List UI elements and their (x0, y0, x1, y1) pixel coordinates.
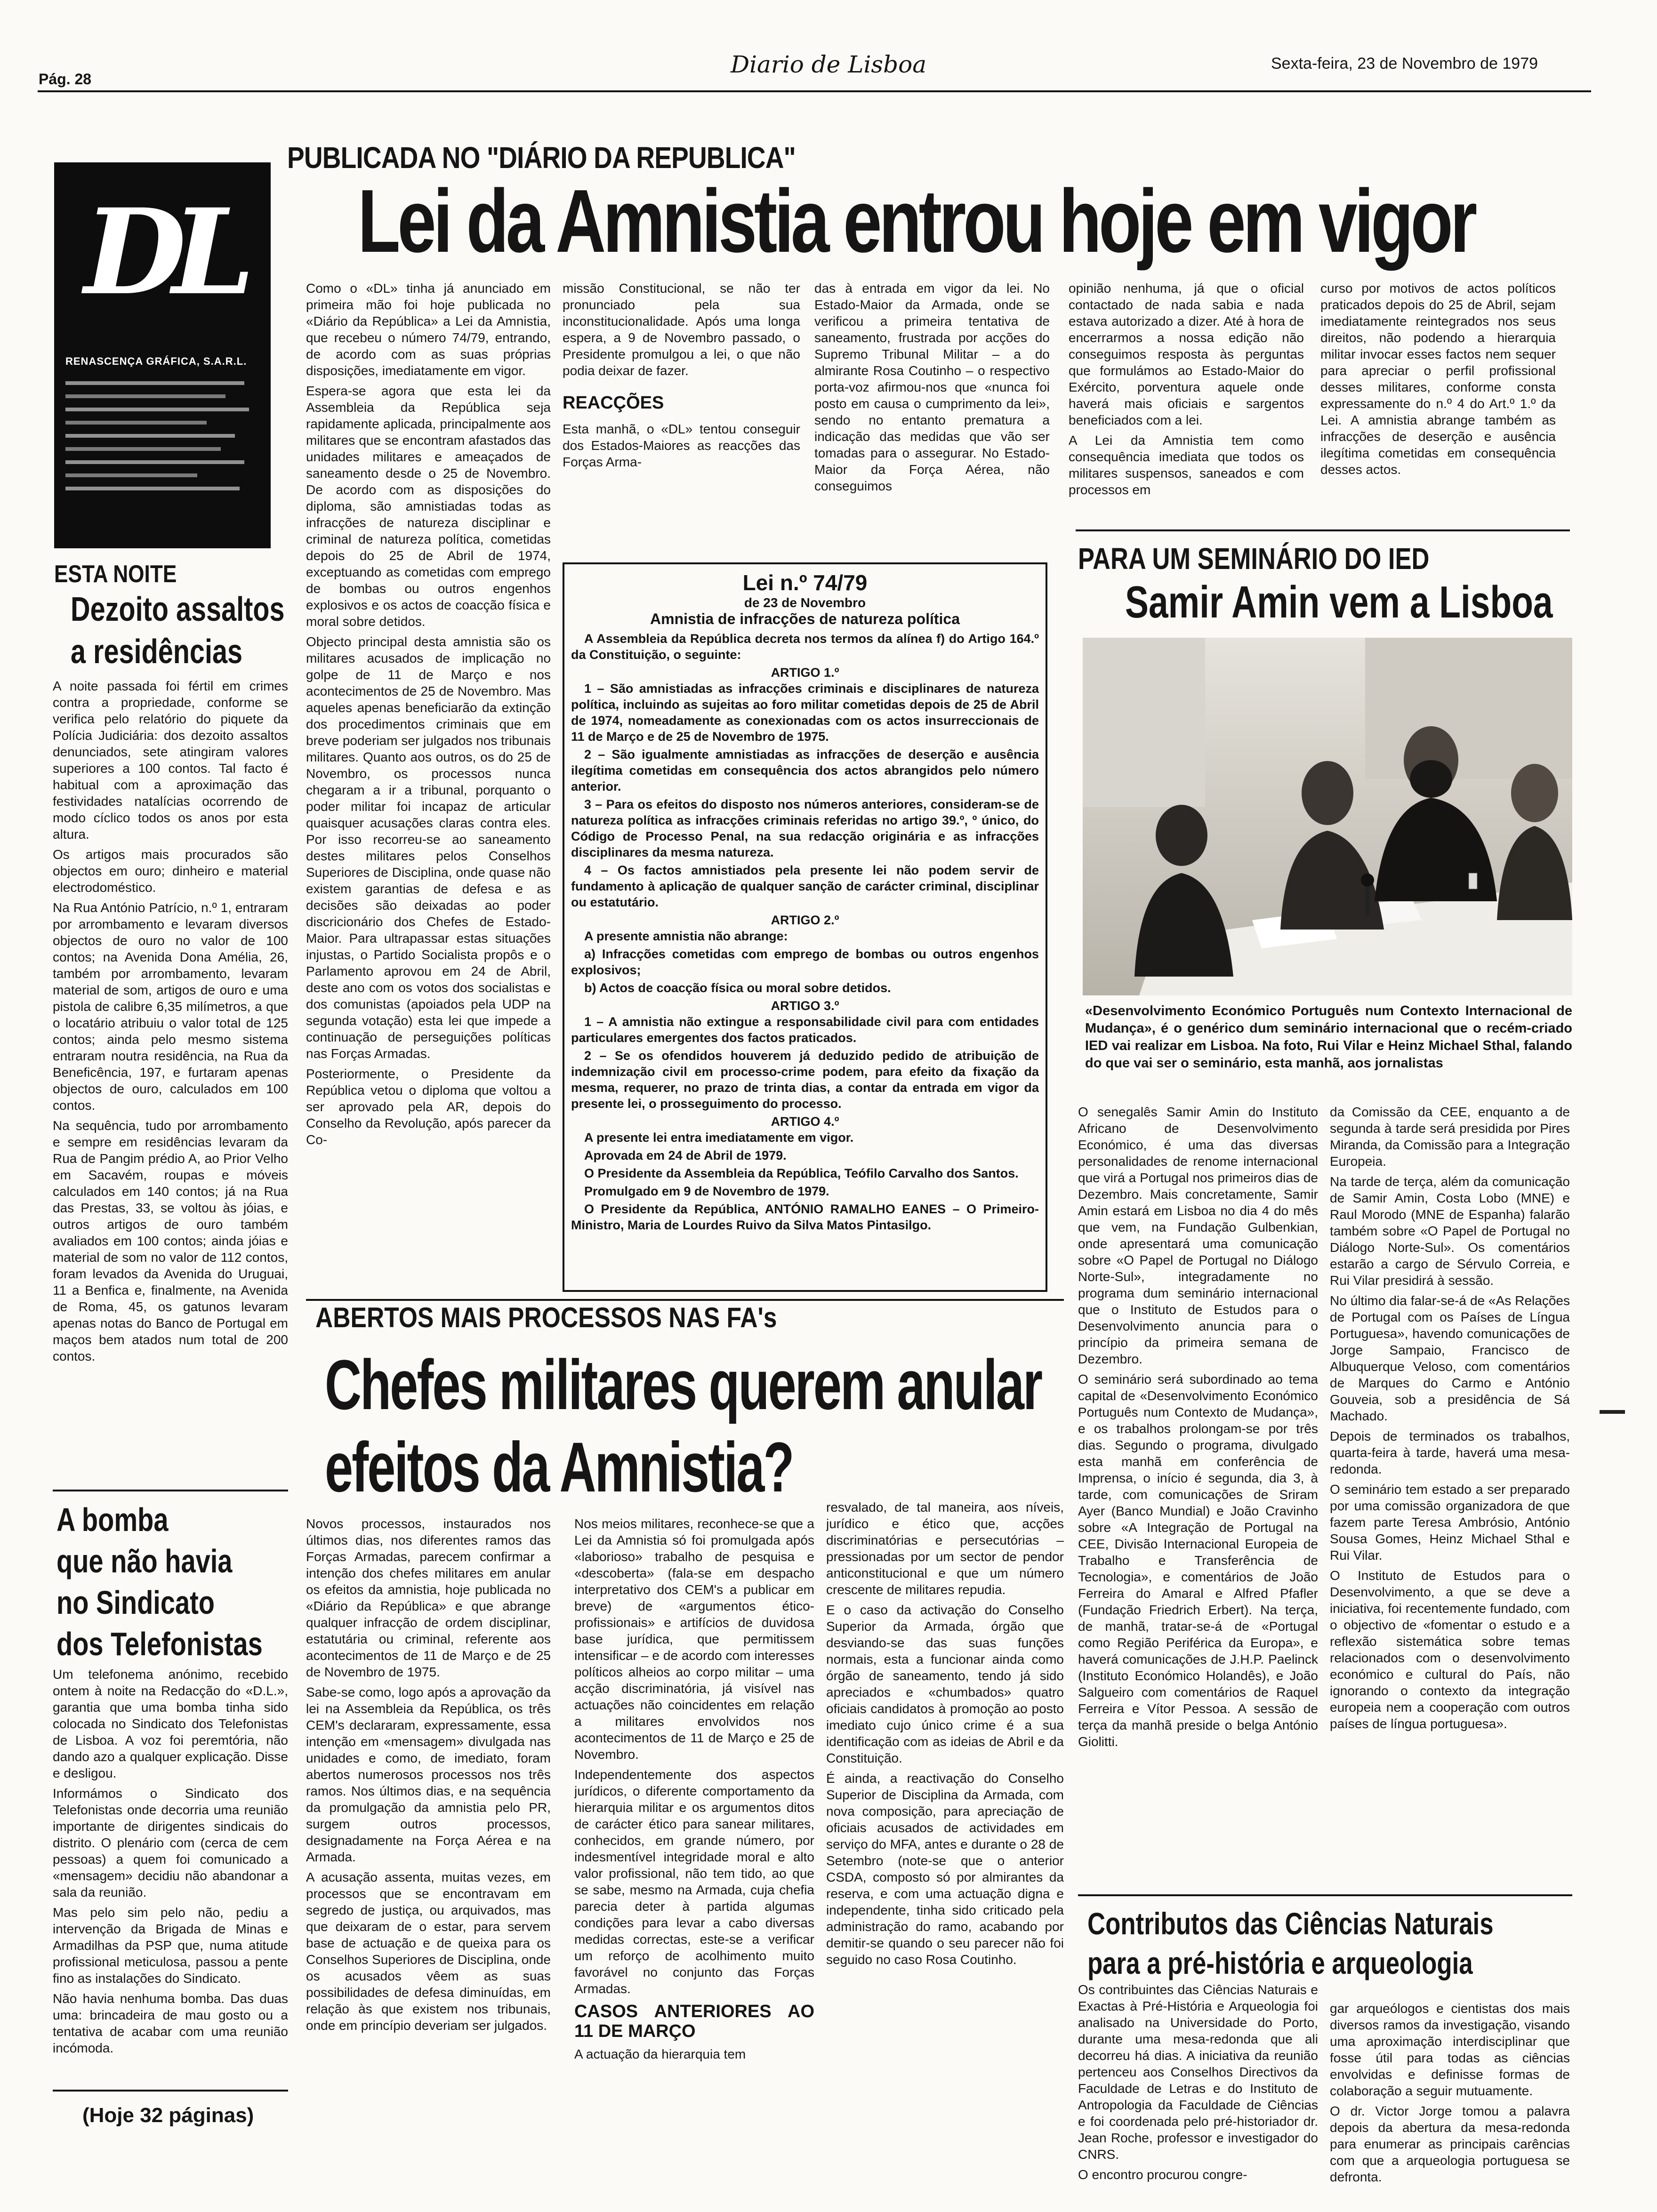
section-rule (306, 1299, 1064, 1301)
law-clause: A presente amnistia não abrange: (584, 929, 788, 943)
esta-noite-headline (71, 588, 285, 673)
paragraph: Objecto principal desta amnistia são os militares acusados de implicação no golpe de 11 de Março e nos acontecimentos de 25 de Novembro. Mas aqueles apenas beneficiarão da extinção dos procedimentos criminais que em breve poderiam ser julgados nos tribunais militares. Quanto aos outros, os do 25 de Novembro, os processos nunca chegaram a ir a tribunal, porquanto o poder militar foi incapaz de articular quaisquer acusações claras contra eles. Por isso recorreu-se ao saneamento destes militares pelos Conselhos Superiores de Disciplina, onde quase não existem garantias de defesa e as decisões são deixadas ao poder discricionário dos Chefes de Estado-Maior. Para ultrapassar estas situações injustas, o Partido Socialista propôs e o Parlamento aprovou em 24 de Abril, deste ano com os votos dos socialistas e dos comunistas (apoiados pela UDP na segunda votação) esta lei que impede a continuação de perseguições políticas nas Forças Armadas. (306, 634, 551, 1061)
chefes-kicker: ABERTOS MAIS PROCESSOS NAS FA's (315, 1302, 777, 1333)
headline-line: A bomba (56, 1501, 169, 1538)
law-text-box (563, 562, 1047, 1292)
law-clause: a) Infracções cometidas com emprego de bombas ou outros engenhos explosivos; (571, 947, 1039, 977)
headline-line: no Sindicato (56, 1584, 215, 1621)
samir-kicker: PARA UM SEMINÁRIO DO IED (1078, 542, 1430, 576)
paragraph: A noite passada foi fértil em crimes contra a propriedade, conforme se verifica pelo relatório do piquete da Polícia Judiciária: dos dezoito assaltos denunciados, sete atingiram valores superiores a 100 contos. Tal facto é habitual com a aproximação das festividades natalícias ocorrendo de modo cíclico todos os anos por esta altura. (53, 679, 288, 842)
photo-caption: «Desenvolvimento Económico Português num Contexto Internacional de Mudança», é o genérico dum seminário internacional que o recém-criado IED vai realizar em Lisboa. Na foto, Rui Vilar e Heinz Michael Sthal, falando do que vai ser o seminário, esta manhã, aos jornalistas (1085, 1003, 1572, 1071)
paragraph: O seminário tem estado a ser preparado por uma comissão organizadora de que fazem parte Teresa Ambrósio, António Sousa Gomes, Heinz Michael Sthal e Rui Vilar. (1330, 1482, 1570, 1563)
paragraph: missão Constitucional, se não ter pronunciado pela sua inconstitucionalidade. Após uma longa espera, a 9 de Novembro passado, o Presidente promulgou a lei, o que não podia deixar de fazer. (563, 281, 800, 378)
paragraph: A actuação da hierarquia tem (574, 2047, 746, 2061)
paragraph: opinião nenhuma, já que o oficial contactado de nada sabia e nada estava autorizado a dizer. Até à hora de encerrarmos a nossa edição não conseguimos resposta às perguntas que formulámos ao Estado-Maior do Exército, porventura aquele onde haverá mais oficiais e sargentos beneficiados com a lei. (1069, 281, 1304, 427)
chefes-col-3 (826, 1499, 1064, 2198)
paragraph: O Instituto de Estudos para o Desenvolvimento, a que se deve a iniciativa, foi recentemente fundado, com o objectivo de «fomentar o estudo e a reflexão sistemática sobre temas relacionados com o desenvolvimento económico e cultural do País, não ignorando o contexto da integração europeia nem a cooperação com outros países de língua portuguesa». (1330, 1568, 1570, 1731)
law-date: de 23 de Novembro (744, 595, 866, 610)
paragraph: É ainda, a reactivação do Conselho Superior de Disciplina da Armada, com nova composição, para apreciação de oficiais acusados de actividades em serviço do MFA, antes e durante o 28 de Setembro (note-se que o anterior CSDA, composto só por almirantes da reserva, e com uma actuação digna e independente, tinha sido criticado pela administração do ramo, acabando por demitir-se quando o seu parecer não foi seguido no caso Rosa Coutinho. (826, 1771, 1064, 1967)
article-heading: ARTIGO 4.º (771, 1114, 839, 1129)
law-clause: 3 – Para os efeitos do disposto nos números anteriores, consideram-se de natureza política as infracções criminais referidas no artigo 39.º, º único, do Código de Processo Penal, na sua redacção originária e as infracções disciplinares da mesma natureza. (571, 797, 1039, 859)
headline-line: que não havia (56, 1543, 233, 1579)
paragraph: Na Rua António Patrício, n.º 1, entraram por arrombamento e levaram diversos objectos de ouro no valor de 100 contos; na Avenida Dona Amélia, 26, também por arrombamento, levaram material de som, artigos de ouro e uma pistola de calibre 6,35 milímetros, a que o locatário atribuiu o valor total de 125 contos; ainda pelo mesmo sistema entraram noutra residência, na Rua da Beneficência, 197, e furtaram apenas objectos de ouro, calculados em 100 contos. (53, 900, 288, 1113)
footer-rule (53, 2090, 288, 2092)
law-title: Lei n.º 74/79 (742, 570, 868, 595)
law-clause: 1 – São amnistiadas as infracções criminais e disciplinares de natureza política, incluindo as sujeitas ao foro militar cometidas depois de 25 de Abril de 1974, nomeadamente as conexionadas com os actos insurreccionais de 11 de Março e de 25 de Novembro de 1975. (571, 681, 1039, 744)
law-intro: A Assembleia da República decreta nos termos da alínea f) do Artigo 164.º da Constituição, o seguinte: (571, 632, 1039, 662)
paragraph: Os artigos mais procurados são objectos em ouro; dinheiro e material electrodoméstico. (53, 847, 288, 895)
main-headline: Lei da Amnistia entrou hoje em vigor (358, 171, 1475, 271)
paragraph: Depois de terminados os trabalhos, quarta-feira à tarde, haverá uma mesa-redonda. (1330, 1429, 1570, 1476)
paragraph: O dr. Victor Jorge tomou a palavra depois da abertura da mesa-redonda para enumerar as principais carências com que a arqueologia portuguesa se defronta. (1330, 2104, 1570, 2184)
article-heading: ARTIGO 1.º (771, 665, 839, 680)
main-col-1 (306, 280, 551, 1257)
paragraph: Mas pelo sim pelo não, pediu a intervenção da Brigada de Minas e Armadilhas da PSP que, numa atitude profissional meticulosa, passou a pente fino as instalações do Sindicato. (53, 1905, 288, 1986)
paragraph: No último dia falar-se-á de «As Relações de Portugal com os Países de Língua Portuguesa», havendo comunicações de Jorge Sampaio, Francisco de Albuquerque Veloso, com comentários de Marques do Carmo e António Gouveia, sob a presidência de Sá Machado. (1330, 1293, 1570, 1423)
law-clause: O Presidente da Assembleia da República, Teófilo Carvalho dos Santos. (584, 1166, 1019, 1180)
law-clause: b) Actos de coacção física ou moral sobre detidos. (584, 981, 891, 995)
press-conference-photo (1083, 638, 1572, 995)
main-col-5 (1320, 280, 1556, 544)
paragraph: Sabe-se como, logo após a aprovação da lei na Assembleia da República, os três CEM's declararam, expressamente, essa intenção em «mensagem» divulgada nas unidades e como, de imediato, foram abertos numerosos processos nos três ramos. Nos últimos dias, e na sequência da promulgação da amnistia pelo PR, surgem outros processos, designadamente na Força Aérea e na Armada. (306, 1685, 551, 1864)
headline-line: Contributos das Ciências Naturais (1087, 1906, 1494, 1941)
section-rule (1078, 1894, 1572, 1896)
contributos-col-1 (1078, 1981, 1318, 2196)
chefes-col-2 (574, 1515, 814, 2198)
paragraph: da Comissão da CEE, enquanto a de segunda à tarde será presidida por Pires Miranda, da Comissão para a Integração Europeia. (1330, 1105, 1570, 1169)
law-body (571, 631, 1039, 1233)
paragraph: O encontro procurou congre- (1078, 2167, 1247, 2182)
contributos-col-2 (1330, 2000, 1570, 2196)
main-col-4 (1069, 280, 1304, 544)
paragraph: O seminário será subordinado ao tema capital de «Desenvolvimento Económico Português num Contexto de Mudança», e os trabalhos prolongam-se por três dias. Segundo o programa, divulgado esta manhã em conferência de Imprensa, o início é segunda, dia 3, à tarde, com comunicações de Sriram Ayer (Banco Mundial) e João Cravinho sobre «A Integração de Portugal na CEE, Divisão Internacional Europeia de Trabalho e Transferência de Tecnologia», e comentários de João Ferreira do Amaral e Alfred Pfafler (Fundação Friedrich Erbert). Na terça, de manhã, tratar-se-á de «Portugal como Região Periférica da Europa», e haverá comunicações de J.H.P. Paelinck (Instituto Económico Holandês), e João Salgueiro com comentários de Raquel Ferreira e Vítor Pessoa. A sessão de terça da manhã preside o belga António Giolitti. (1078, 1372, 1318, 1749)
masthead-title: Diario de Lisboa (730, 51, 927, 78)
law-clause: A presente lei entra imediatamente em vigor. (584, 1130, 854, 1145)
headline-line: dos Telefonistas (56, 1626, 263, 1662)
paragraph: Independentemente dos aspectos jurídicos, o diferente comportamento da hierarquia militar e os argumentos ditos de carácter ético para sanear militares, conhecidos, em grande número, por indesmentível integridade moral e alto valor profissional, não tem tido, ao que se sabe, mesmo na Armada, cuja chefia parecia deter à partida algumas condições para levar a cabo diversas medidas correctas, este-se a verificar um reforço de acolhimento muito favorável no conjunto das Forças Armadas. (574, 1767, 814, 1996)
contributos-headline (1087, 1904, 1494, 1983)
paragraph: A acusação assenta, muitas vezes, em processos que se encontravam em segredo de justiça, ou arquivados, mas que deixaram de o estar, para servem base de actuação e de queixa para os Conselhos Superiores de Disciplina, onde os acusados vêem as suas possibilidades de defesa diminuídas, em relação às que existem nos tribunais, onde em princípio deveriam ser julgados. (306, 1870, 551, 2033)
paragraph: Na tarde de terça, além da comunicação de Samir Amin, Costa Lobo (MNE) e Raul Morodo (MNE de Espanha) falarão também sobre «O Papel de Portugal no Diálogo Norte-Sul». Os comentários estarão a cargo de Sérvulo Correia, e Rui Vilar presidirá à sessão. (1330, 1174, 1570, 1288)
bomba-headline (56, 1499, 263, 1665)
paragraph: O senegalês Samir Amin do Instituto Africano de Desenvolvimento Económico, é uma das diversas personalidades de renome internacional que virá a Portugal nos primeiros dias de Dezembro. Mais concretamente, Samir Amin estará em Lisboa no dia 4 do mês que vem, na Fundação Gulbenkian, onde apresentará uma comunicação sobre «O Papel de Portugal no Diálogo Norte-Sul», integradamente no programa dum seminário internacional que o Instituto de Estudos para o Desenvolvimento anuncia para o princípio da primeira semana de Dezembro. (1078, 1105, 1318, 1366)
photo-illustration (1083, 638, 1572, 995)
headline-line: a residências (71, 633, 243, 671)
left-column-rule (53, 1490, 288, 1491)
bomba-body (53, 1666, 288, 2080)
law-subtitle: Amnistia de infracções de natureza política (650, 610, 960, 627)
masthead-rule (38, 90, 1591, 92)
company-details (65, 377, 258, 500)
law-signatures: O Presidente da República, ANTÓNIO RAMALHO EANES – O Primeiro-Ministro, Maria de Lourdes Ruivo da Silva Matos Pintasilgo. (571, 1202, 1039, 1232)
paragraph: Como o «DL» tinha já anunciado em primeira mão foi hoje publicada no «Diário da República» a Lei da Amnistia, que recebeu o número 74/79, entrando, de acordo com as suas próprias disposições, imediatamente em vigor. (306, 281, 551, 378)
main-col-3 (814, 280, 1050, 544)
main-col-2 (563, 280, 800, 544)
page-number: Pág. 28 (39, 71, 92, 88)
paragraph: gar arqueólogos e cientistas dos mais diversos ramos da investigação, visando uma aproximação interdisciplinar que fosse útil para todas as ciências envolvidas e definisse formas de colaboração a seguir mutuamente. (1330, 2001, 1570, 2098)
paragraph: Esta manhã, o «DL» tentou conseguir dos Estados-Maiores as reacções das Forças Arma- (563, 422, 800, 469)
headline-line: efeitos da Amnistia? (325, 1427, 793, 1507)
headline-line: Chefes militares querem anular (325, 1345, 1042, 1424)
esta-noite-kicker: ESTA NOITE (54, 561, 177, 588)
paragraph: resvalado, de tal maneira, aos níveis, jurídico e ético que, acções discriminatórias e persecutórias – pressionadas por um sector de pendor anticonstitucional e que um número crescente de militares repudia. (826, 1500, 1064, 1597)
paragraph: Não havia nenhuma bomba. Das duas uma: brincadeira de mau gosto ou a tentativa de acabar com uma reunião incómoda. (53, 1991, 288, 2055)
paragraph: E o caso da activação do Conselho Superior da Armada, órgão que desviando-se das suas funções normais, esta a funcionar ainda como órgão de saneamento, tendo já sido apreciados e «chumbados» quatro oficiais candidatos à promoção ao posto imediato cujo único crime é a sua identificação com as ideias de Abril e da Constituição. (826, 1603, 1064, 1765)
article-heading: ARTIGO 3.º (771, 999, 839, 1013)
law-clause: 2 – São igualmente amnistiadas as infracções de deserção e ausência ilegítima cometidas em consequência dos actos abrangidos pelo número anterior. (571, 747, 1039, 793)
samir-col-1 (1078, 1104, 1318, 1887)
chefes-headline (325, 1344, 1041, 1508)
dl-logo-letters: DL (84, 183, 241, 321)
section-rule (1076, 529, 1570, 531)
paragraph: Novos processos, instaurados nos últimos dias, nos diferentes ramos das Forças Armadas, parecem confirmar a intenção dos chefes militares em anular os efeitos da amnistia, hoje publicada no «Diário da República» e que abrange qualquer infracção de ordem disciplinar, estatutária ou criminal, referente aos acontecimentos de 11 de Março e de 25 de Novembro de 1975. (306, 1516, 551, 1679)
law-clause: 4 – Os factos amnistiados pela presente lei não podem servir de fundamento à aplicação de qualquer sanção de carácter criminal, disciplinar ou estatutário. (571, 863, 1039, 909)
paragraph: A Lei da Amnistia tem como consequência imediata que todos os militares suspensos, saneados e com processos em (1069, 433, 1304, 497)
article-heading: ARTIGO 2.º (771, 913, 839, 927)
main-kicker: PUBLICADA NO "DIÁRIO DA REPUBLICA" (287, 141, 796, 175)
paragraph: Um telefonema anónimo, recebido ontem à noite na Redacção do «D.L.», garantia que uma bomba tinha sido colocada no Sindicato dos Telefonistas de Lisboa. A voz foi peremtória, não dando azo a qualquer explicação. Disse e desligou. (53, 1667, 288, 1780)
headline-line: para a pré-história e arqueologia (1087, 1946, 1473, 1980)
paragraph: Os contribuintes das Ciências Naturais e Exactas à Pré-História e Arqueologia foi analisado na Universidade do Porto, durante uma mesa-redonda que ali decorreu há dias. A iniciativa da reunião pertenceu aos Conselhos Directivos da Faculdade de Letras e do Instituto de Antropologia da Faculdade de Ciências e foi coordenada pelo pré-historiador dr. Jean Roche, professor e investigador do CNRS. (1078, 1982, 1318, 2162)
section-heading: CASOS ANTERIORES AO 11 DE MARÇO (574, 2002, 814, 2041)
law-clause: Aprovada em 24 de Abril de 1979. (584, 1148, 787, 1162)
dl-logo-box (54, 162, 271, 548)
paragraph: das à entrada em vigor da lei. No Estado-Maior da Armada, onde se verificou a primeira tentativa de saneamento, frustrada por acções do Supremo Tribunal Militar – a do almirante Rosa Coutinho – o respectivo porta-voz afirmou-nos que «nunca foi posto em causa o cumprimento da lei», sendo no entanto prematura a indicação das medidas que vão ser tomadas para o assegurar. No Estado-Maior da Força Aérea, não conseguimos (814, 281, 1050, 493)
headline-line: Dezoito assaltos (71, 591, 285, 628)
section-heading: REACÇÕES (563, 393, 664, 413)
paragraph: curso por motivos de actos políticos praticados depois do 25 de Abril, sejam imediatamente reintegrados nos seus direitos, não podendo a hierarquia militar invocar esses factos nem sequer para apreciar o perfil profissional desses militares, conforme consta expressamente do n.º 4 do Art.º 1.º da Lei. A amnistia abrange também as infracções de deserção e ausência ilegítima cometidas em consequência desses actos. (1320, 281, 1556, 477)
company-name: RENASCENÇA GRÁFICA, S.A.R.L. (65, 355, 247, 367)
esta-noite-body (53, 678, 288, 1485)
samir-col-2 (1330, 1104, 1570, 1887)
law-clause: 2 – Se os ofendidos houverem já deduzido pedido de atribuição de indemnização civil em processo-crime podem, para efeito da fixação da mesma, requerer, no prazo de trinta dias, a contar da entrada em vigor da presente lei, o prosseguimento do processo. (571, 1049, 1039, 1111)
masthead-date: Sexta-feira, 23 de Novembro de 1979 (1271, 55, 1538, 72)
paragraph: Posteriormente, o Presidente da República vetou o diploma que voltou a ser aprovado pela AR, depois do Conselho da Revolução, após parecer da Co- (306, 1066, 551, 1147)
margin-mark (1600, 1410, 1625, 1414)
paragraph: Nos meios militares, reconhece-se que a Lei da Amnistia só foi promulgada após «laborioso» trabalho de pesquisa e «descoberta» (fala-se em despacho interpretativo dos CEM's a publicar em breve) de «argumentos ético-profissionais» e artifícios de duvidosa base jurídica, que permitissem intensificar – e de acordo com interesses políticos alheios ao corpo militar – uma acção discriminatória, já visível nas actuações não coincidentes em relação a militares envolvidos nos acontecimentos de 11 de Março e 25 de Novembro. (574, 1516, 814, 1762)
paragraph: Na sequência, tudo por arrombamento e sempre em residências levaram da Rua de Pangim prédio A, ao Prior Velho em Sacavém, roupas e móveis calculados em 140 contos; já na Rua das Prestas, 33, se voltou às jóias, e outros artigos de ouro também avaliados em 100 contos; ainda jóias e material de som no valor de 112 contos, foram levados da Avenida do Uruguai, 11 a Benfica e, finalmente, na Avenida de Roma, 45, os gatunos levaram apenas notas do Banco de Portugal em maços bem atados num total de 200 contos. (53, 1118, 288, 1363)
paragraph: Informámos o Sindicato dos Telefonistas onde decorria uma reunião importante de dirigentes sindicais do distrito. O plenário com (cerca de cem pessoas) a quem foi comunicado a «mensagem» decidiu não abandonar a sala da reunião. (53, 1786, 288, 1899)
page-count-note: (Hoje 32 páginas) (82, 2104, 254, 2127)
paragraph: Espera-se agora que esta lei da Assembleia da República seja rapidamente aplicada, principalmente aos militares que se encontram afastados das unidades militares e ameaçados de saneamento desde o 25 de Novembro. De acordo com as disposições do diploma, são amnistiadas todas as infracções de natureza disciplinar e criminal de natureza política, cometidas depois do 25 de Abril de 1974, exceptuando as cometidas com emprego de bombas ou outros engenhos explosivos e os actos de coacção física e moral sobre detidos. (306, 384, 551, 629)
law-clause: 1 – A amnistia não extingue a responsabilidade civil para com entidades particulares emergentes dos factos praticados. (571, 1015, 1039, 1045)
chefes-col-1 (306, 1515, 551, 2198)
samir-headline: Samir Amin vem a Lisboa (1125, 577, 1553, 627)
law-clause: Promulgado em 9 de Novembro de 1979. (584, 1184, 829, 1198)
